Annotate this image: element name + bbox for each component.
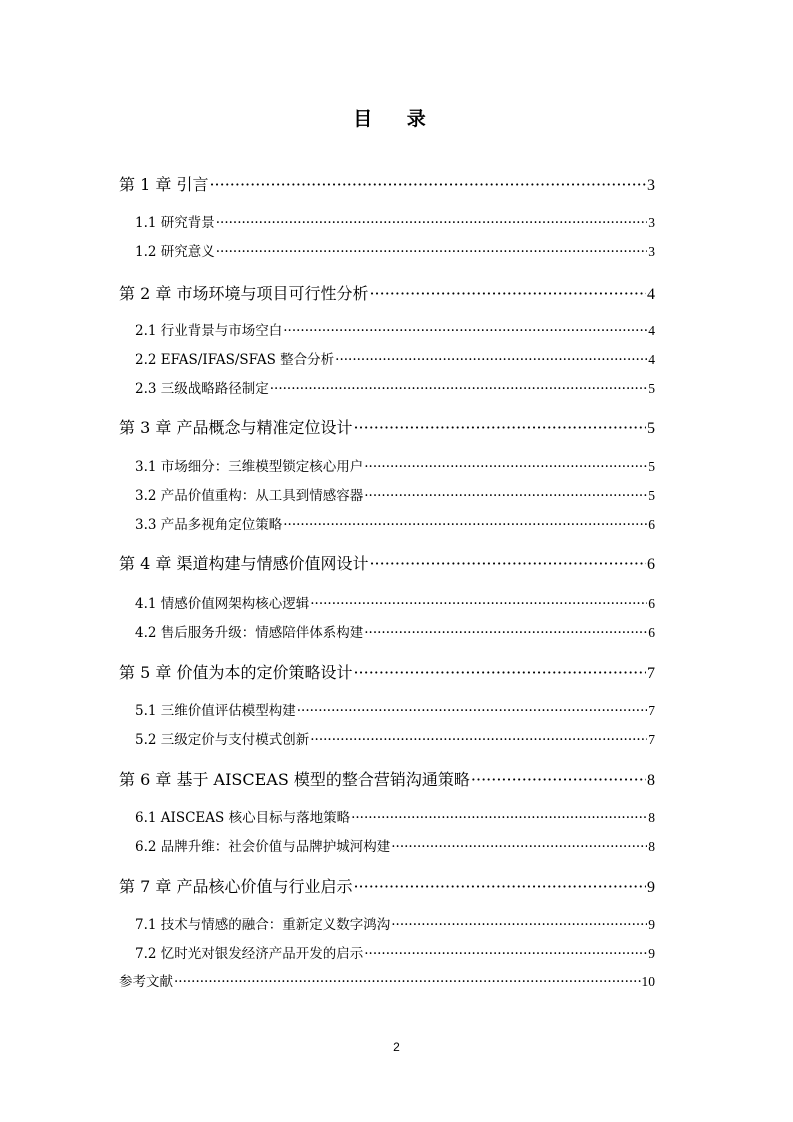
toc-entry-label: 7.1 技术与情感的融合：重新定义数字鸿沟: [135, 917, 391, 933]
toc-entry-label: 2.1 行业背景与市场空白: [135, 323, 283, 339]
toc-leader-dots: [364, 459, 647, 475]
toc-leader-dots: [364, 625, 647, 641]
toc-entry-label: 2.3 三级战略路径制定: [135, 381, 269, 397]
toc-entry-label: 4.2 售后服务升级：情感陪伴体系构建: [135, 625, 364, 641]
toc-section-5-1[interactable]: [135, 699, 655, 719]
toc-entry-label: 3.2 产品价值重构：从工具到情感容器: [135, 488, 364, 504]
toc-entry-label: 5.2 三级定价与支付模式创新: [135, 732, 310, 748]
toc-section-5-2[interactable]: [135, 728, 655, 748]
toc-leader-dots: [369, 554, 646, 573]
toc-entry-page: 5: [648, 459, 655, 474]
toc-chapter-6[interactable]: [119, 767, 655, 790]
toc-entry-label: 第 7 章 产品核心价值与行业启示: [119, 877, 353, 896]
toc-entry-page: 3: [648, 215, 655, 230]
toc-leader-dots: [270, 381, 647, 397]
toc-entry-page: 10: [641, 974, 655, 989]
toc-chapter-3[interactable]: [119, 415, 655, 438]
toc-section-1-2[interactable]: [135, 240, 655, 260]
toc-entry-page: 5: [648, 488, 655, 503]
toc-leader-dots: [364, 488, 647, 504]
toc-entry-label: 参考文献: [119, 974, 173, 990]
toc-entry-label: 第 4 章 渠道构建与情感价值网设计: [119, 554, 369, 573]
toc-entry-page: 7: [648, 703, 655, 718]
toc-leader-dots: [297, 703, 647, 719]
toc-entry-page: 7: [648, 732, 655, 747]
toc-section-7-2[interactable]: [135, 942, 655, 962]
toc-entry-page: 9: [648, 946, 655, 961]
toc-leader-dots: [391, 839, 647, 855]
toc-entry-label: 第 5 章 价值为本的定价策略设计: [119, 663, 353, 682]
toc-entry-label: 1.1 研究背景: [135, 215, 215, 231]
toc-section-2-2[interactable]: [135, 348, 655, 368]
toc-entry-page: 5: [647, 420, 655, 437]
toc-references[interactable]: [119, 970, 655, 990]
toc-section-3-2[interactable]: [135, 484, 655, 504]
toc-leader-dots: [353, 418, 646, 437]
toc-section-2-1[interactable]: [135, 319, 655, 339]
toc-entry-page: 6: [647, 556, 655, 573]
toc-section-1-1[interactable]: [135, 211, 655, 231]
toc-entry-page: 3: [648, 244, 655, 259]
toc-entry-label: 第 6 章 基于 AISCEAS 模型的整合营销沟通策略: [119, 770, 470, 789]
toc-leader-dots: [174, 974, 641, 990]
toc-entry-label: 5.1 三维价值评估模型构建: [135, 703, 296, 719]
toc-leader-dots: [216, 215, 647, 231]
toc-entry-page: 9: [647, 879, 655, 896]
toc-leader-dots: [310, 732, 647, 748]
toc-section-6-2[interactable]: [135, 835, 655, 855]
toc-section-6-1[interactable]: [135, 806, 655, 826]
toc-leader-dots: [335, 352, 647, 368]
toc-leader-dots: [471, 770, 646, 789]
toc-section-4-2[interactable]: [135, 621, 655, 641]
toc-chapter-1[interactable]: [119, 172, 655, 195]
toc-entry-page: 6: [648, 596, 655, 611]
toc-section-3-1[interactable]: [135, 455, 655, 475]
toc-leader-dots: [369, 284, 646, 303]
toc-entry-label: 4.1 情感价值网架构核心逻辑: [135, 596, 310, 612]
toc-chapter-4[interactable]: [119, 551, 655, 574]
toc-entry-page: 4: [648, 323, 655, 338]
toc-chapter-7[interactable]: [119, 874, 655, 897]
toc-leader-dots: [283, 517, 647, 533]
toc-entry-label: 3.3 产品多视角定位策略: [135, 517, 283, 533]
toc-entry-page: 6: [648, 517, 655, 532]
toc-entry-page: 8: [647, 772, 655, 789]
toc-section-7-1[interactable]: [135, 913, 655, 933]
toc-leader-dots: [209, 175, 646, 194]
toc-leader-dots: [353, 877, 646, 896]
toc-entry-page: 5: [648, 381, 655, 396]
toc-entry-label: 7.2 忆时光对银发经济产品开发的启示: [135, 946, 364, 962]
toc-leader-dots: [364, 946, 647, 962]
toc-leader-dots: [391, 917, 647, 933]
toc-section-3-3[interactable]: [135, 513, 655, 533]
toc-entry-label: 第 1 章 引言: [119, 175, 209, 194]
toc-entry-page: 8: [648, 839, 655, 854]
toc-entry-label: 6.2 品牌升维：社会价值与品牌护城河构建: [135, 839, 391, 855]
toc-leader-dots: [353, 663, 646, 682]
toc-chapter-5[interactable]: [119, 660, 655, 683]
toc-chapter-2[interactable]: [119, 281, 655, 304]
toc-entry-page: 8: [648, 810, 655, 825]
toc-section-2-3[interactable]: [135, 377, 655, 397]
toc-entry-page: 3: [647, 177, 655, 194]
page-title: 目 录: [353, 108, 440, 130]
toc-leader-dots: [351, 810, 647, 826]
toc-leader-dots: [216, 244, 647, 260]
toc-section-4-1[interactable]: [135, 592, 655, 612]
toc-entry-label: 第 3 章 产品概念与精准定位设计: [119, 418, 353, 437]
toc-leader-dots: [283, 323, 647, 339]
toc-entry-label: 第 2 章 市场环境与项目可行性分析: [119, 284, 369, 303]
toc-entry-page: 6: [648, 625, 655, 640]
toc-entry-page: 4: [648, 352, 655, 367]
toc-entry-page: 4: [647, 286, 655, 303]
toc-entry-page: 9: [648, 917, 655, 932]
toc-entry-label: 2.2 EFAS/IFAS/SFAS 整合分析: [135, 352, 335, 368]
toc-entry-label: 1.2 研究意义: [135, 244, 215, 260]
toc-entry-label: 3.1 市场细分：三维模型锁定核心用户: [135, 459, 364, 475]
toc-entry-label: 6.1 AISCEAS 核心目标与落地策略: [135, 810, 351, 826]
toc-leader-dots: [310, 596, 647, 612]
page-number: 2: [393, 1040, 400, 1054]
toc-entry-page: 7: [647, 665, 655, 682]
